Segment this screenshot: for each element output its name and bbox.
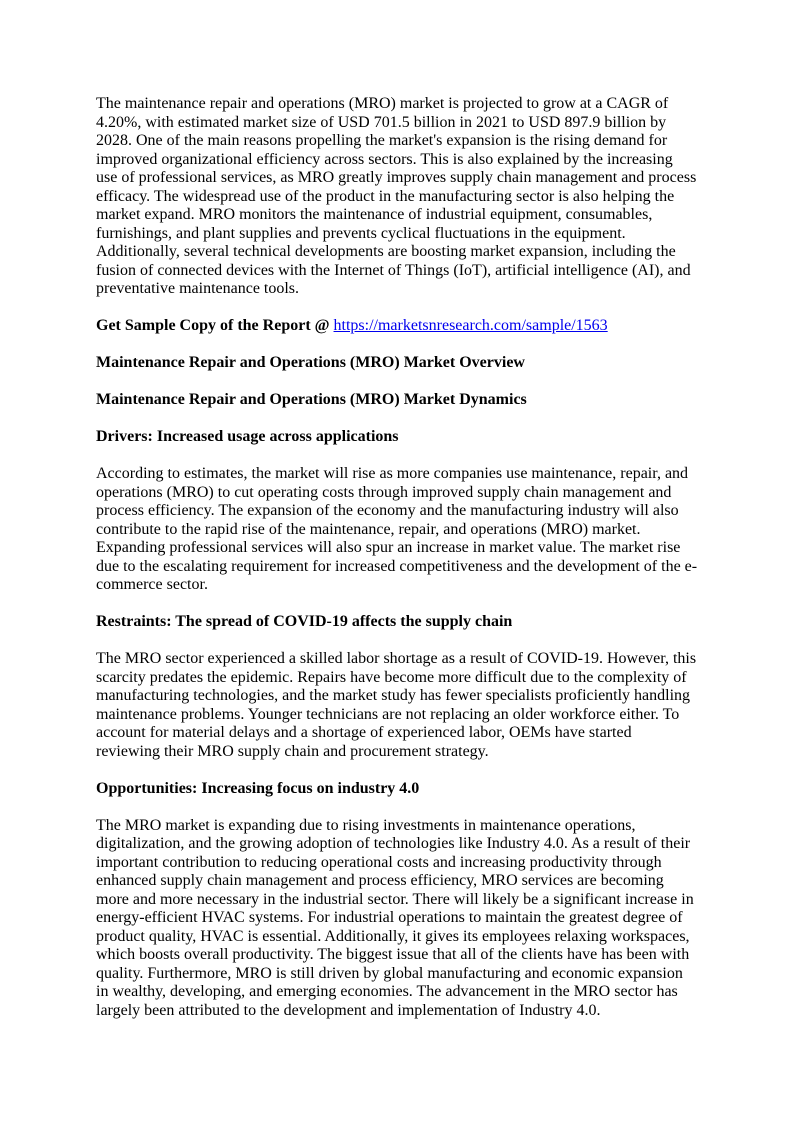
text-line: scarcity predates the epidemic. Repairs have become more difficult due to the complexity of — [96, 668, 687, 686]
text-line: process efficiency. The expansion of the economy and the manufacturing industry will also — [96, 502, 679, 519]
text-line: account for material delays and a shortage of experienced labor, OEMs have started — [96, 724, 632, 741]
text-line: commerce sector. — [96, 576, 208, 593]
text-line: maintenance problems. Younger technicians are not replacing an older workforce either. To — [96, 705, 680, 723]
text-line: quality. Furthermore, MRO is still driven by global manufacturing and economic expansion — [96, 964, 683, 982]
sample-copy-label: Get Sample Copy of the Report @ — [96, 317, 334, 334]
text-line: 4.20%, with estimated market size of USD 701.5 billion in 2021 to USD 897.9 billion by — [96, 113, 667, 131]
text-line: product quality, HVAC is essential. Additionally, it gives its employees relaxing workspaces, — [96, 927, 690, 945]
text-line: digitalization, and the growing adoption of technologies like Industry 4.0. As a result of their — [96, 835, 691, 852]
dynamics-heading: Maintenance Repair and Operations (MRO) Market Dynamics — [96, 391, 527, 408]
text-line: in wealthy, developing, and emerging economies. The advancement in the MRO sector has — [96, 983, 678, 1000]
text-line: The maintenance repair and operations (MRO) market is projected to grow at a CAGR of — [96, 95, 669, 112]
document-page — [96, 95, 697, 1039]
text-line: energy-efficient HVAC systems. For industrial operations to maintain the greatest degree of — [96, 909, 683, 926]
text-line: market expand. MRO monitors the maintenance of industrial equipment, consumables, — [96, 206, 653, 223]
text-line: which boosts overall productivity. The biggest issue that all of the clients have has been with — [96, 946, 690, 963]
drivers-paragraph — [96, 465, 697, 595]
text-line: more and more necessary in the industrial sector. There will likely be a significant increase in — [96, 890, 694, 908]
text-line: fusion of connected devices with the Internet of Things (IoT), artificial intelligence (AI), and — [96, 261, 691, 279]
text-line: reviewing their MRO supply chain and procurement strategy. — [96, 742, 489, 760]
overview-heading: Maintenance Repair and Operations (MRO) Market Overview — [96, 354, 525, 371]
text-line: enhanced supply chain management and process efficiency, MRO services are becoming — [96, 872, 664, 889]
text-line: improved organizational efficiency across sectors. This is also explained by the increasing — [96, 150, 673, 168]
opportunities-heading: Opportunities: Increasing focus on industry 4.0 — [96, 779, 420, 797]
intro-paragraph — [96, 95, 697, 299]
text-line: Expanding professional services will also spur an increase in market value. The market rise — [96, 539, 681, 556]
text-line: manufacturing technologies, and the market study has fewer specialists proficiently handling — [96, 687, 691, 704]
text-line: contribute to the rapid rise of the maintenance, repair, and operations (MRO) market. — [96, 520, 641, 538]
text-line: The MRO market is expanding due to rising investments in maintenance operations, — [96, 816, 636, 834]
text-line: due to the escalating requirement for increased competitiveness and the development of the e- — [96, 557, 698, 575]
sample-copy-link[interactable]: https://marketsnresearch.com/sample/1563 — [333, 317, 608, 334]
text-line: important contribution to reducing operational costs and increasing productivity through — [96, 853, 662, 871]
text-line: The MRO sector experienced a skilled labor shortage as a result of COVID-19. However, this — [96, 650, 697, 667]
text-line: largely been attributed to the development and implementation of Industry 4.0. — [96, 1001, 601, 1019]
text-line: operations (MRO) to cut operating costs through improved supply chain management and — [96, 483, 672, 501]
text-line: Additionally, several technical developments are boosting market expansion, including the — [96, 243, 676, 260]
text-line: use of professional services, as MRO greatly improves supply chain management and process — [96, 169, 697, 186]
sample-copy-line — [96, 317, 697, 336]
text-line: furnishings, and plant supplies and prevents cyclical fluctuations in the equipment. — [96, 224, 626, 242]
text-line: preventative maintenance tools. — [96, 280, 300, 297]
opportunities-paragraph — [96, 817, 697, 1021]
text-line: efficacy. The widespread use of the product in the manufacturing sector is also helping the — [96, 187, 675, 205]
text-line: According to estimates, the market will rise as more companies use maintenance, repair, and — [96, 465, 689, 482]
restraints-heading: Restraints: The spread of COVID-19 affects the supply chain — [96, 613, 513, 630]
drivers-heading: Drivers: Increased usage across applications — [96, 428, 399, 445]
text-line: 2028. One of the main reasons propelling the market's expansion is the rising demand for — [96, 132, 668, 149]
restraints-paragraph — [96, 650, 697, 761]
